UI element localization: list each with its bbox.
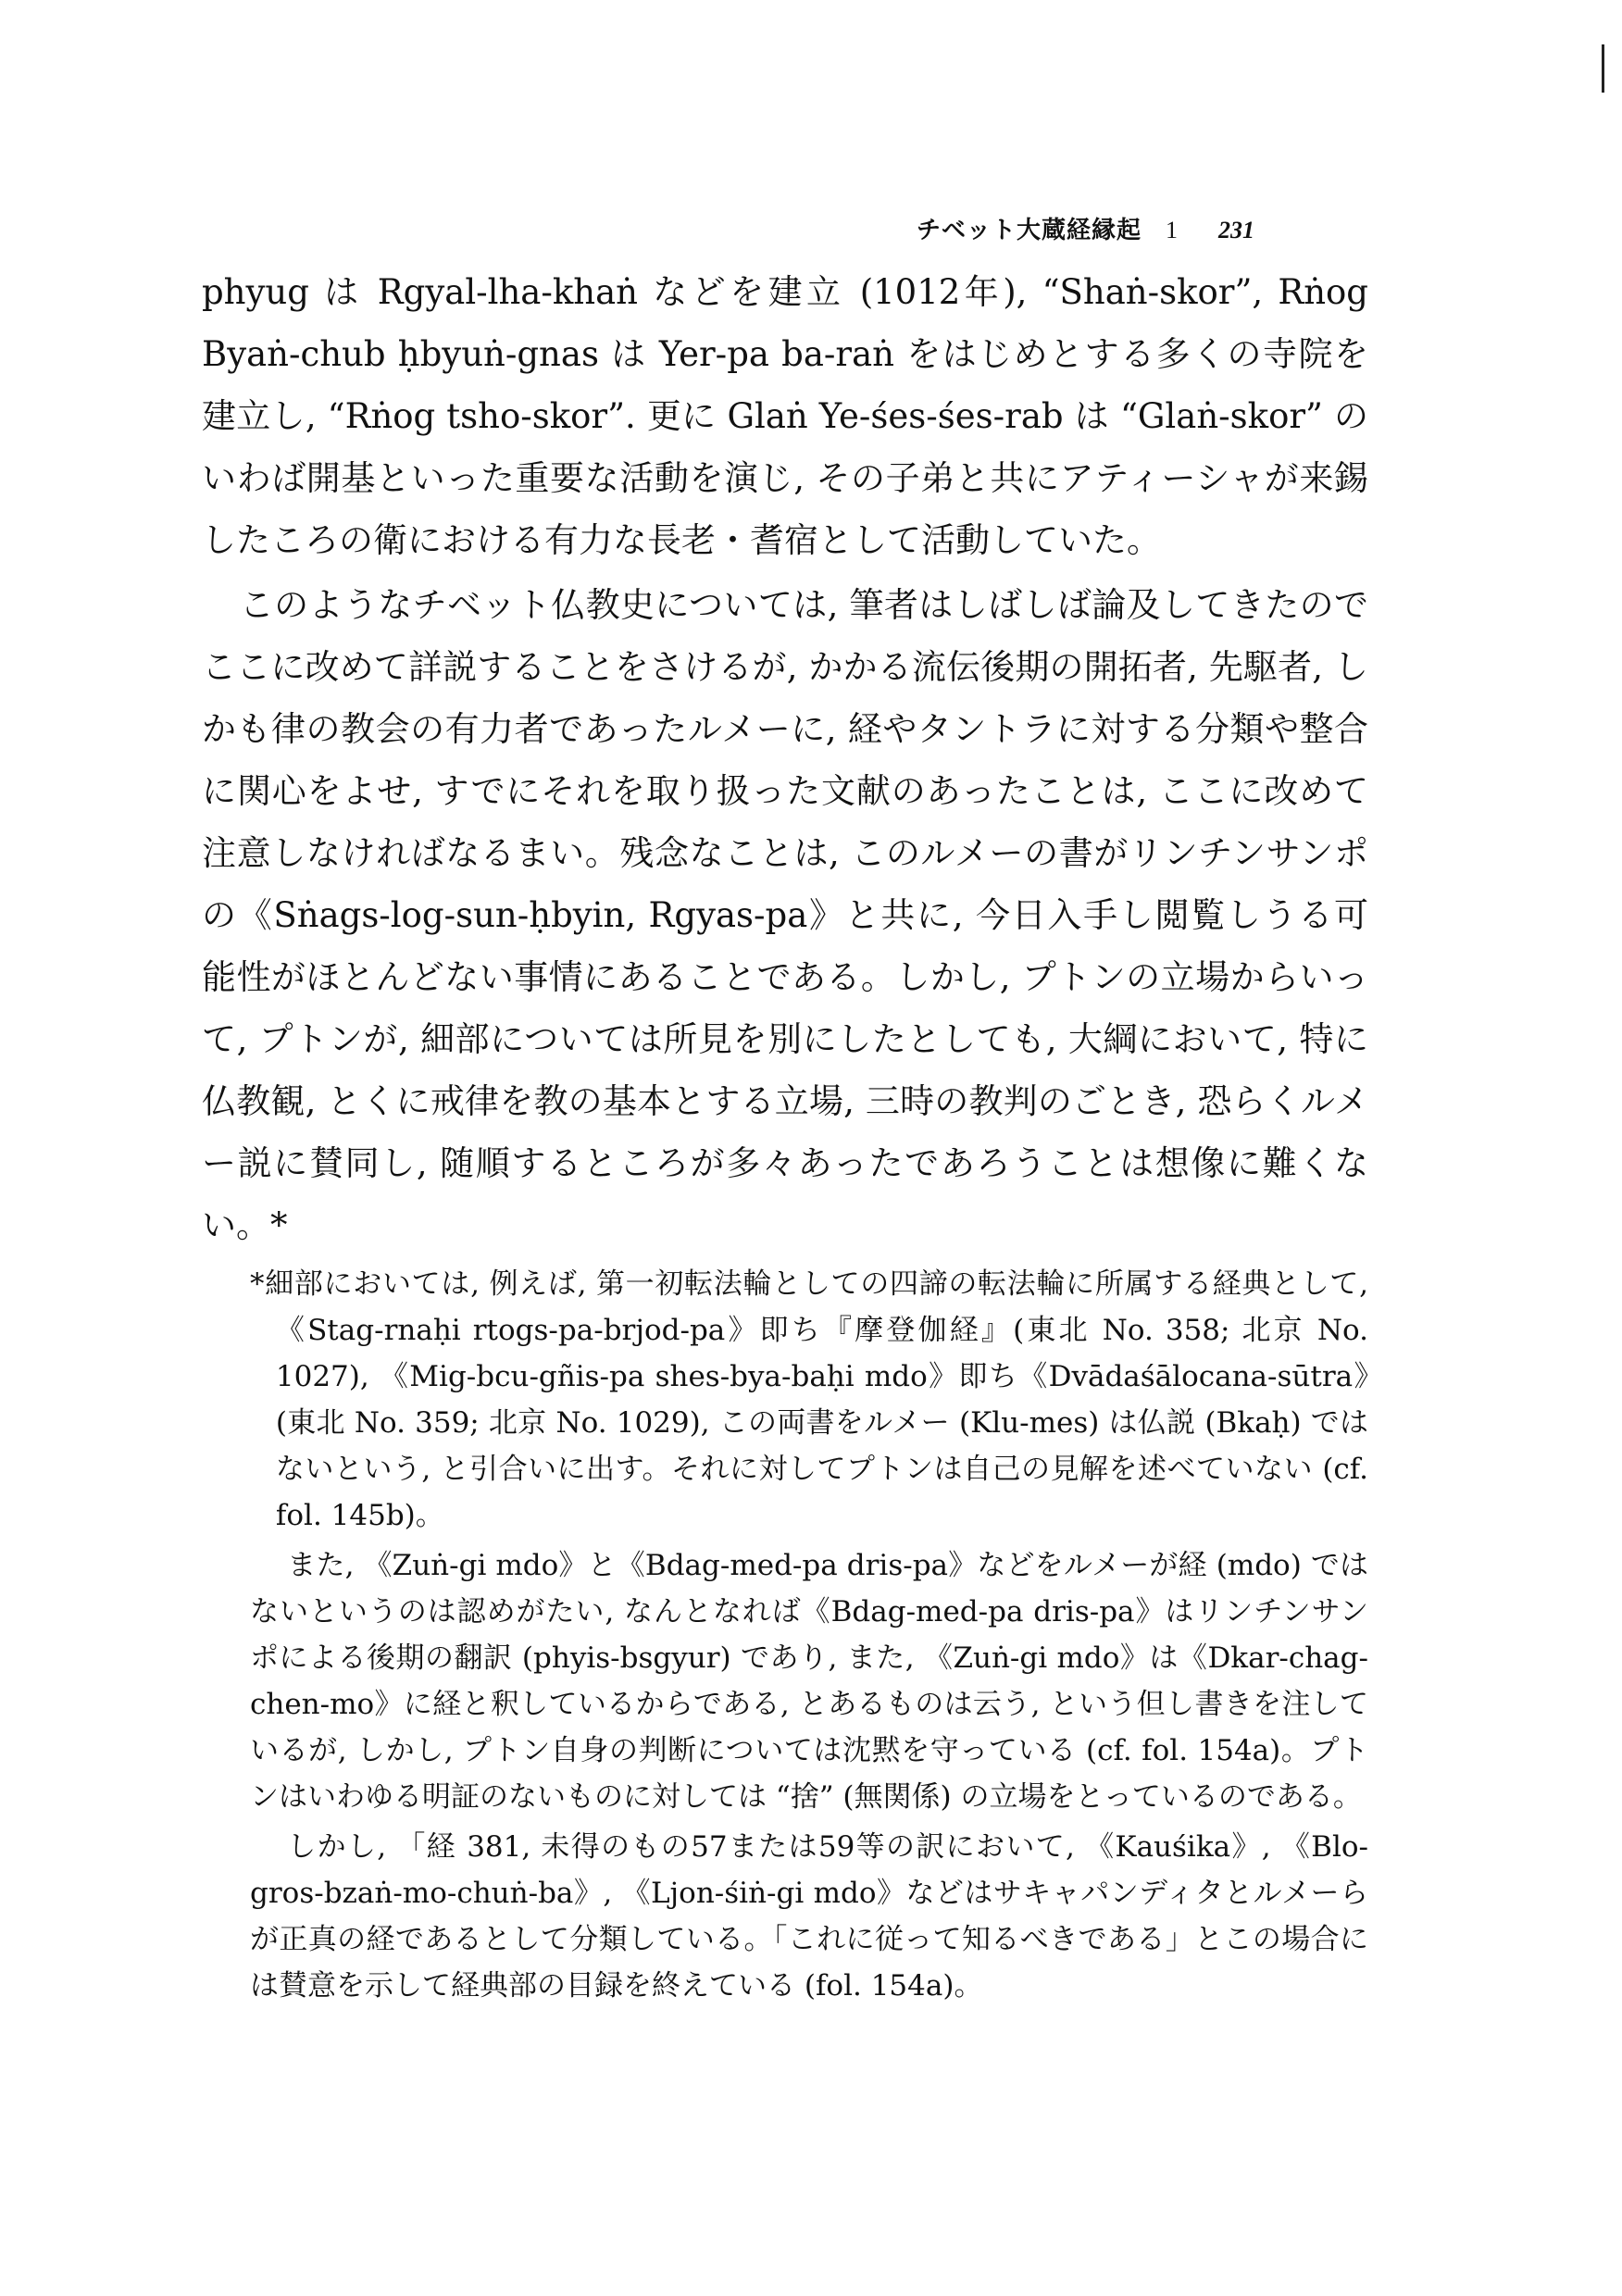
body-paragraph-2: このようなチベット仏教史については, 筆者はしばしば論及してきたのでここに改めて詳説することをさけるが, かかる流伝後期の開拓者, 先駆者, しかも律の教会の有力者であったルメーに, 経やタントラに対する分類や整合に関心をよせ, すでにそれを取り扱った文献のあったことは, ここに改めて注意しなければなるまい。残念なことは, このルメーの書がリンチンサンポの《Sṅags-log-sun-ḥbyin, Rgyas-pa》と共に, 今日入手し閲覧しうる可能性がほとんどない事情にあることである。しかし, プトンの立場からいって, プトンが, 細部については所見を別にしたとしても, 大綱において, 特に仏教観, とくに戒律を教の基本とする立場, 三時の教判のごとき, 恐らくルメー説に賛同し, 随順するところが多々あったであろうことは想像に難くない。* (202, 585, 1368, 1245)
footnote-2: また, 《Zuṅ-gi mdo》と《Bdag-med-pa dris-pa》などをルメーが経 (mdo) ではないというのは認めがたい, なんとなれば《Bdag-med-pa dris-pa》はリンチンサンポによる後期の翻訳 (phyis-bsgyur) であり, また, 《Zuṅ-gi mdo》は《Dkar-chag-chen-mo》に経と釈しているからである, とあるものは云う, という但し書きを注しているが, しかし, プトン自身の判断については沈黙を守っている (cf. fol. 154a)。プトンはいわゆる明証のないものに対しては “捨” (無関係) の立場をとっているのである。 (250, 1549, 1368, 1814)
running-header (917, 211, 1342, 245)
page-number: 231 (1218, 217, 1255, 243)
running-title: チベット大蔵経縁起 (917, 217, 1142, 244)
body-paragraph-1: phyug は Rgyal-lha-khaṅ などを建立 (1012年), “Shaṅ-skor”, Rṅog Byaṅ-chub ḥbyuṅ-gnas は Yer-pa ba-raṅ をはじめとする多くの寺院を建立し, “Rṅog tsho-skor”. 更に Glaṅ Ye-śes-śes-rab は “Glaṅ-skor” のいわば開基といった重要な活動を演じ, その子弟と共にアティーシャが来錫したころの衛における有力な長老・耆宿として活動していた。 (202, 272, 1368, 560)
footnote-3: しかし, 「経 381, 未得のもの57または59等の訳において, 《Kauśika》, 《Blo-gros-bzaṅ-mo-chuṅ-ba》, 《Ljon-śiṅ-gi mdo》などはサキャパンディタとルメーらが正真の経であるとして分類している。「これに従って知るべきである」とこの場合には賛意を示して経典部の目録を終えている (fol. 154a)。 (250, 1830, 1368, 2003)
footnote-1: *細部においては, 例えば, 第一初転法輪としての四諦の転法輪に所属する経典として, 《Stag-rnaḥi rtogs-pa-brjod-pa》即ち『摩登伽経』(東北 No. 358; 北京 No. 1027), 《Mig-bcu-gñis-pa shes-bya-baḥi mdo》即ち《Dvādaśālocana-sūtra》(東北 No. 359; 北京 No. 1029), この両書をルメー (Klu-mes) は仏説 (Bkaḥ) ではないという, と引合いに出す。それに対してプトンは自己の見解を述べていない (cf. fol. 145b)。 (250, 1267, 1368, 1532)
footnote-block (250, 1261, 1368, 2013)
section-number: 1 (1166, 217, 1179, 243)
body-paragraph-2-block (202, 574, 1368, 1256)
body-paragraph-1-block (202, 261, 1368, 571)
page-edge-mark (1602, 44, 1604, 93)
